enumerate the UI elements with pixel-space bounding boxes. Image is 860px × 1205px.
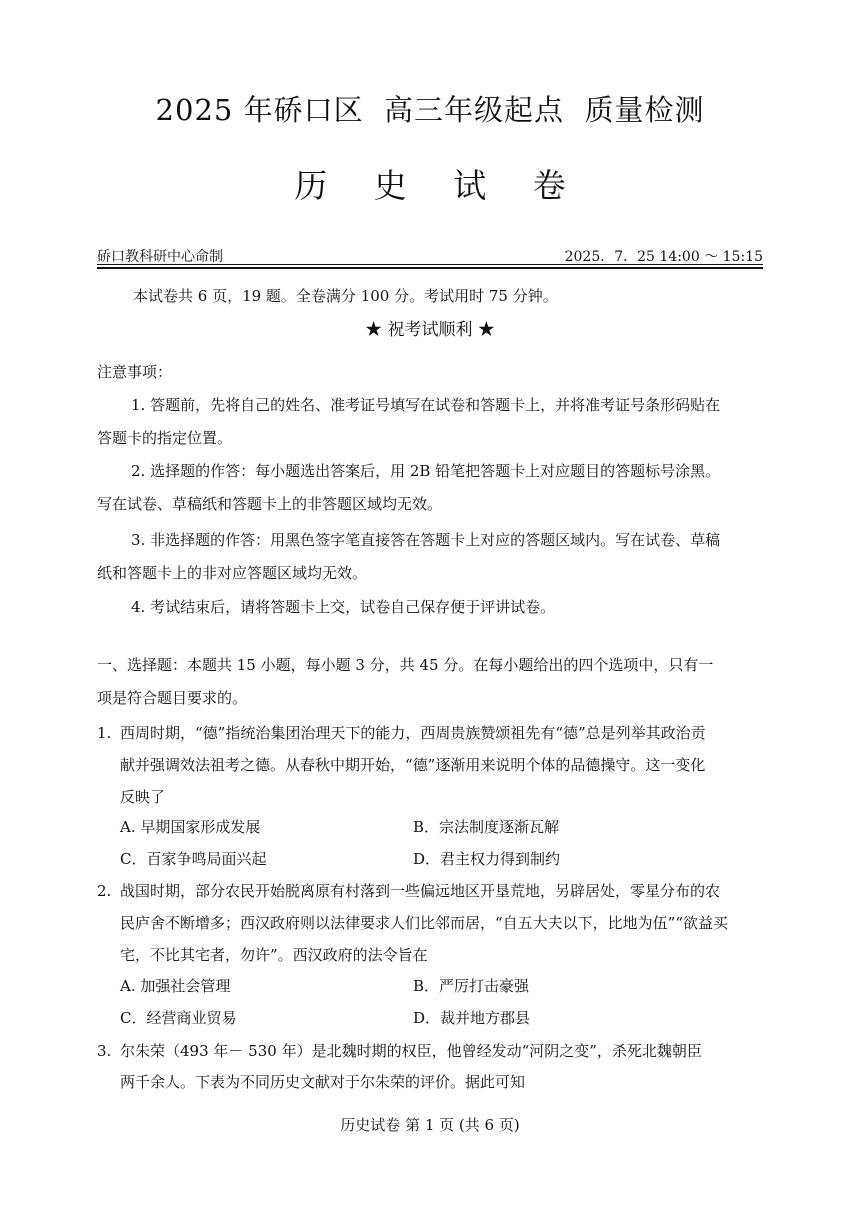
question-stem: 尔朱荣（493 年－ 530 年）是北魏时期的权臣，他曾经发动“河阴之变”，杀死北魏朝臣 [120,1042,702,1060]
option-c: C．经营商业贸易 [120,1009,237,1027]
notice-line: 答题卡的指定位置。 [97,429,233,447]
option-a: A. 加强社会管理 [120,977,231,995]
notice-line: 4. 考试结束后，请将答题卡上交，试卷自己保存便于评讲试卷。 [131,598,556,616]
question-number: 2. [97,882,112,900]
option-c: C．百家争鸣局面兴起 [120,850,267,868]
header-rule-thin [97,264,763,265]
option-b: B．严厉打击豪强 [413,977,530,995]
question-stem: 献并强调效法祖考之德。从春秋中期开始，“德”逐渐用来说明个体的品德操守。这一变化 [120,756,706,774]
section-heading-cont: 项是符合题目要求的。 [97,689,248,707]
section-heading: 一、选择题：本题共 15 小题，每小题 3 分，共 45 分。在每小题给出的四个选项中，只有一 [97,656,714,674]
question-number: 3. [97,1042,112,1060]
question-stem: 战国时期，部分农民开始脱离原有村落到一些偏远地区开垦荒地，另辟居处，零星分布的农 [120,882,721,900]
notice-line: 2. 选择题的作答：每小题选出答案后，用 2B 铅笔把答题卡上对应题目的答题标号涂黑。 [131,462,721,480]
question-stem: 两千余人。下表为不同历史文献对于尔朱荣的评价。据此可知 [120,1073,526,1091]
header-meta [97,246,763,264]
option-d: D．裁并地方郡县 [413,1009,531,1027]
exam-title: 2025 年硚口区 高三年级起点 质量检测 [155,93,705,127]
notice-line: 纸和答题卡上的非对应答题区域均无效。 [97,564,368,582]
good-luck-banner: ★ 祝考试顺利 ★ [365,320,495,340]
notice-line: 3. 非选择题的作答：用黑色签字笔直接答在答题卡上对应的答题区域内。写在试卷、草稿 [131,531,721,549]
option-d: D．君主权力得到制约 [413,850,561,868]
question-number: 1. [97,724,112,742]
question-stem: 宅，不比其宅者，勿许”。西汉政府的法令旨在 [120,946,428,964]
notice-heading: 注意事项： [97,363,173,381]
option-b: B．宗法制度逐渐瓦解 [413,818,560,836]
option-a: A. 早期国家形成发展 [120,818,261,836]
question-stem: 民庐舍不断增多；西汉政府则以法律要求人们比邻而居，“自五大夫以下，比地为伍”“欲益买 [120,914,729,932]
page-footer: 历史试卷 第 1 页 (共 6 页) [340,1116,520,1134]
header-rule-thick [97,267,763,269]
exam-subtitle: 历 史 试 卷 [294,166,584,205]
issuer-label: 硚口教科研中心命制 [97,249,223,265]
notice-line: 写在试卷、草稿纸和答题卡上的非答题区域均无效。 [97,495,443,513]
question-stem: 西周时期，“德”指统治集团治理天下的能力，西周贵族赞颂祖先有“德”总是列举其政治贡 [120,724,706,742]
intro-text: 本试卷共 6 页，19 题。全卷满分 100 分。考试用时 75 分钟。 [133,287,558,305]
question-stem: 反映了 [120,788,166,806]
notice-line: 1. 答题前，先将自己的姓名、准考证号填写在试卷和答题卡上，并将准考证号条形码贴在 [131,396,721,414]
exam-datetime: 2025．7．25 14:00 ～ 15:15 [564,249,763,265]
